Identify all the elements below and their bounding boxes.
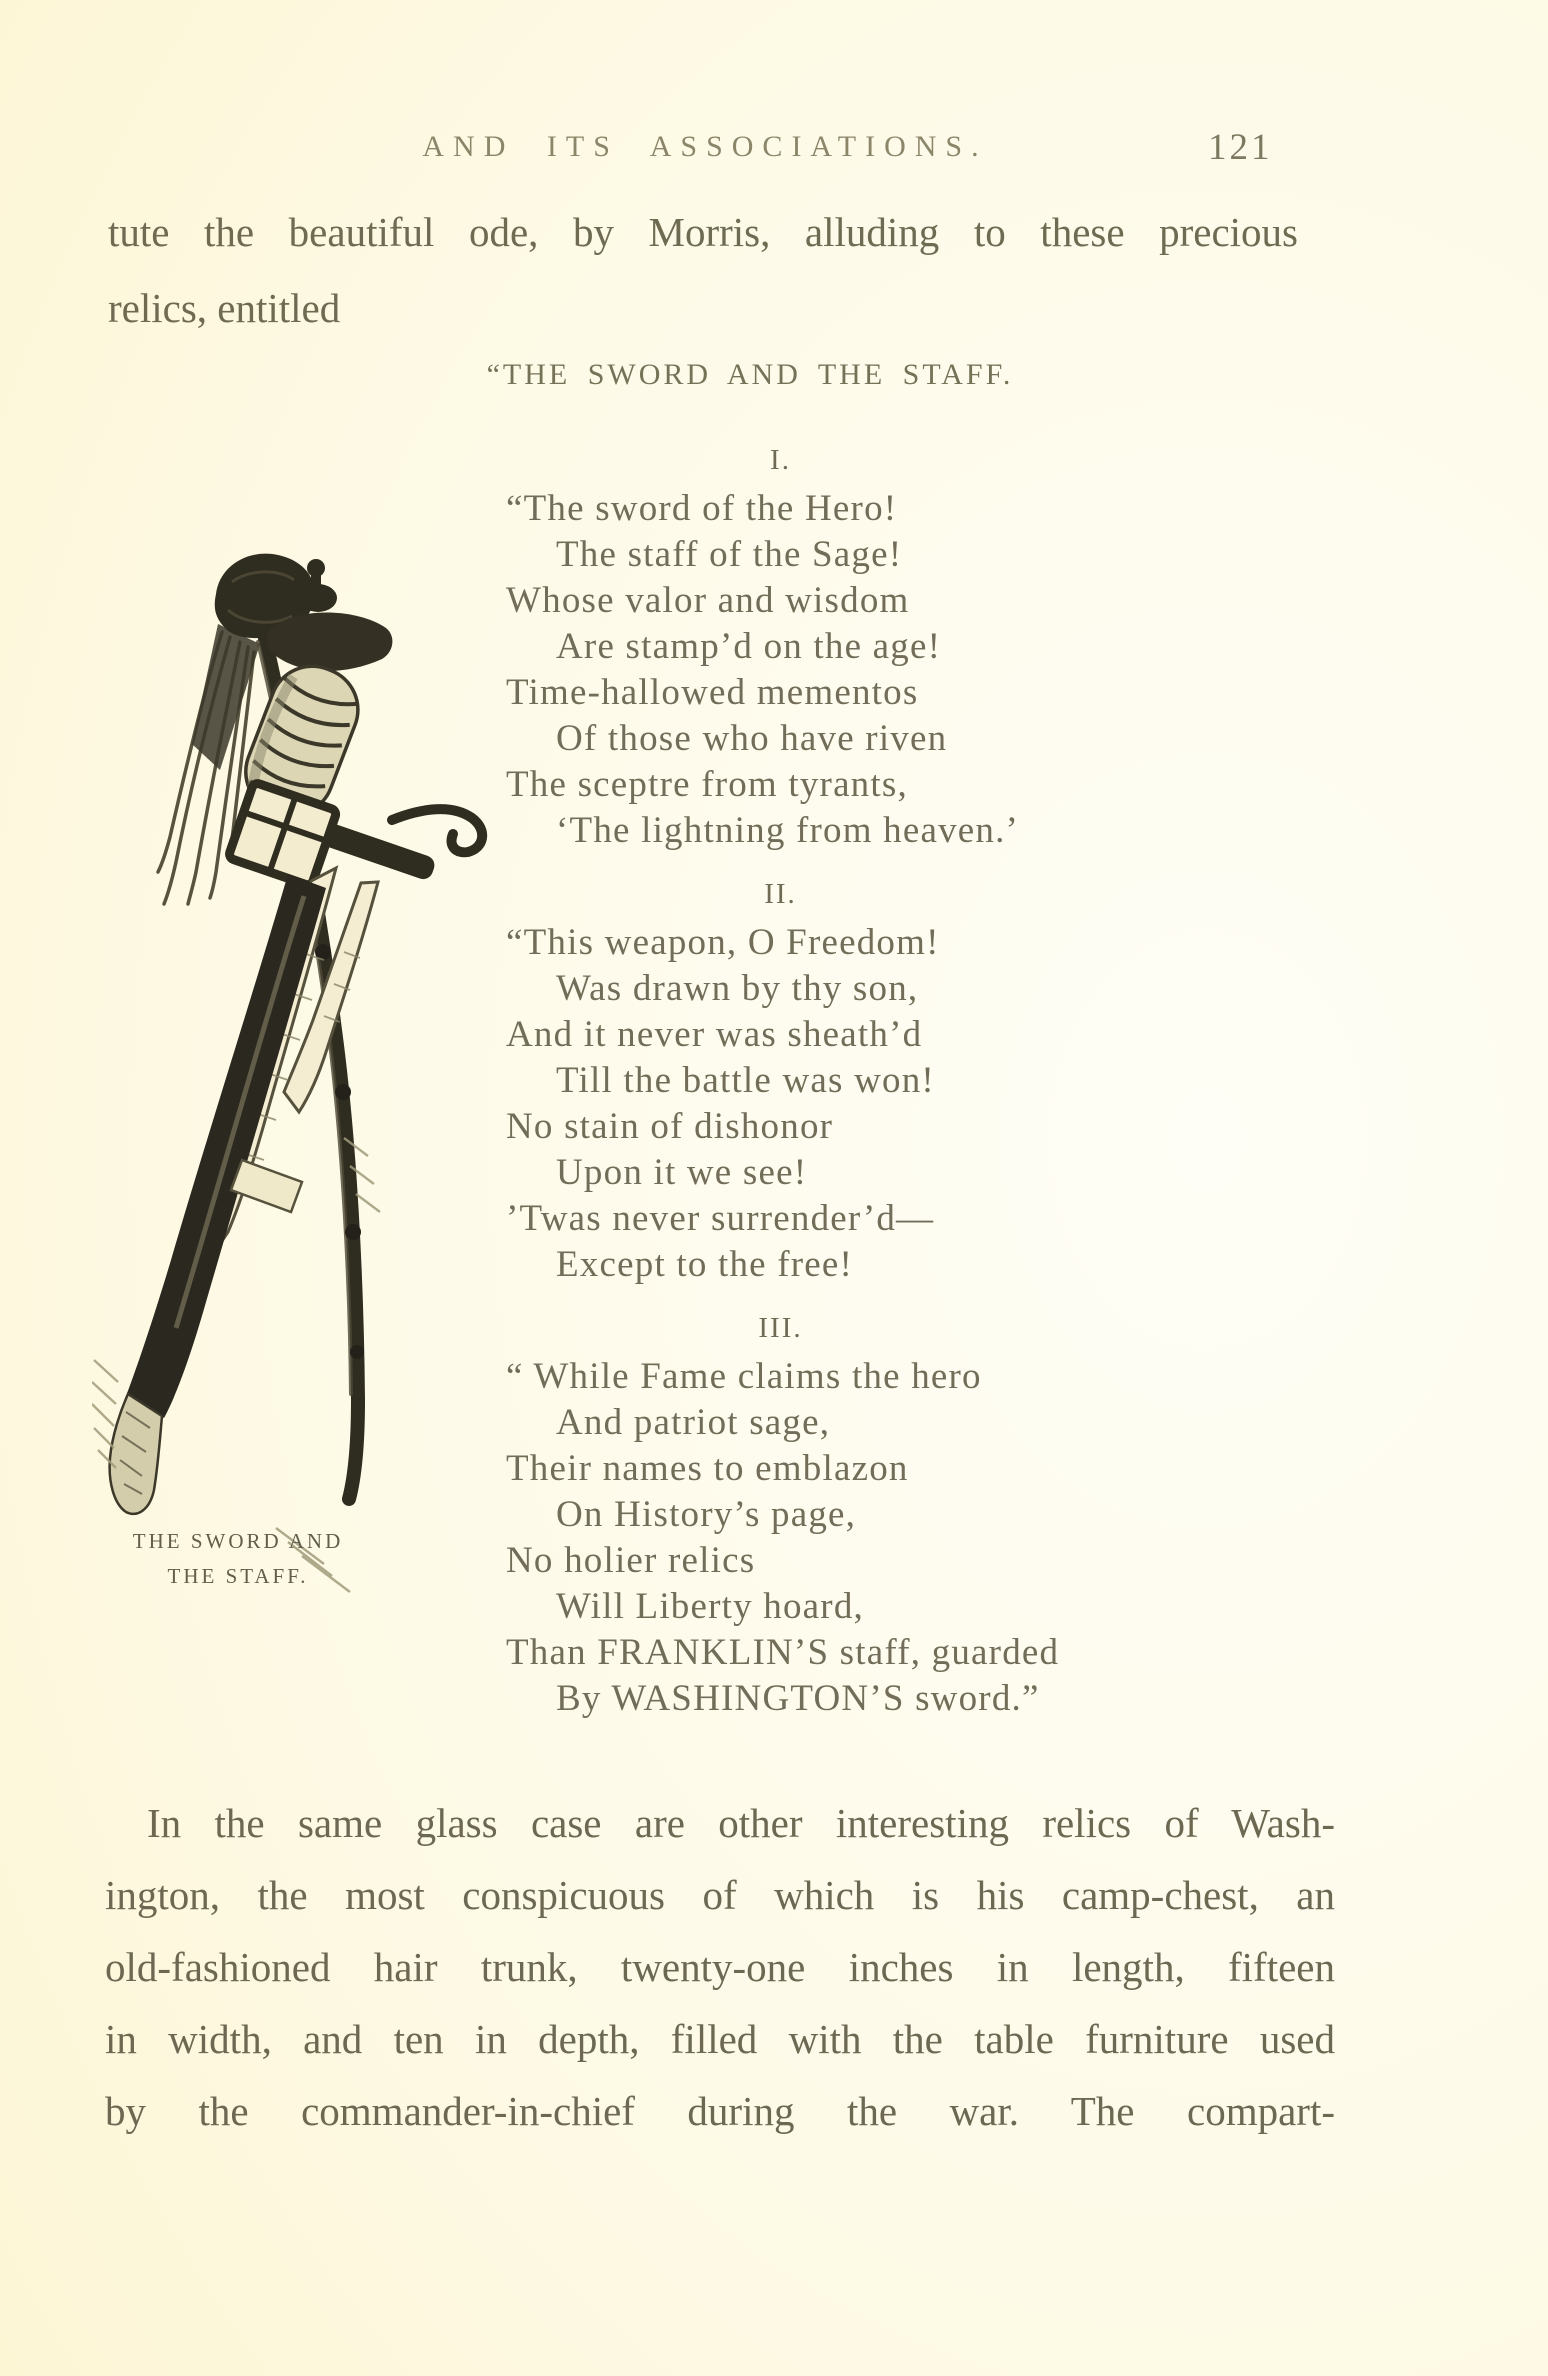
guard-hook-icon xyxy=(392,809,482,852)
closing-line: ington, the most conspicuous of which is his camp-chest, an xyxy=(105,1872,1335,1918)
scabbard-chape xyxy=(110,1394,162,1514)
poem-line: ’Twas never surrender’d— xyxy=(506,1198,935,1239)
running-head: AND ITS ASSOCIATIONS. xyxy=(422,130,988,163)
intro-line: relics, entitled xyxy=(108,285,341,331)
closing-line: In the same glass case are other interesting relics of Wash- xyxy=(147,1800,1335,1846)
poem-line: Was drawn by thy son, xyxy=(556,968,919,1009)
scabbard xyxy=(126,874,326,1418)
poem-line: No holier relics xyxy=(506,1540,756,1581)
sword-and-staff-illustration xyxy=(92,532,504,1602)
poem-line: And patriot sage, xyxy=(556,1402,831,1443)
poem-line: Their names to emblazon xyxy=(506,1448,909,1489)
closing-line: by the commander-in-chief during the war. The compart- xyxy=(105,2088,1335,2134)
scabbard-band xyxy=(231,1160,302,1212)
intro-paragraph xyxy=(108,202,1298,354)
poem-line: Than FRANKLIN’S staff, guarded xyxy=(506,1632,1060,1673)
poem-line: Except to the free! xyxy=(556,1244,854,1285)
poem-line: Time-hallowed mementos xyxy=(506,672,919,713)
poem-line: “ While Fame claims the hero xyxy=(506,1356,982,1397)
sword-hilt-cap xyxy=(267,612,393,671)
poem-line: The sceptre from tyrants, xyxy=(506,764,908,805)
poem-line: “The sword of the Hero! xyxy=(506,488,898,529)
poem xyxy=(498,440,1063,1742)
poem-line: By WASHINGTON’S sword.” xyxy=(556,1678,1040,1719)
stanza-numeral: I. xyxy=(770,444,791,476)
caption-line: THE SWORD AND xyxy=(132,1529,344,1553)
poem-line: Upon it we see! xyxy=(556,1152,808,1193)
sword-pommel xyxy=(299,584,337,612)
poem-line: No stain of dishonor xyxy=(506,1106,834,1147)
poem-line: On History’s page, xyxy=(556,1494,857,1535)
page-number: 121 xyxy=(1208,127,1273,168)
caption-line: THE STAFF. xyxy=(167,1564,309,1588)
stanza-3 xyxy=(498,1308,1063,1722)
poem-line: Are stamp’d on the age! xyxy=(556,626,942,667)
illustration-caption xyxy=(88,1524,388,1594)
poem-line: ‘The lightning from heaven.’ xyxy=(556,810,1020,851)
poem-title: “THE SWORD AND THE STAFF. xyxy=(486,358,1014,391)
closing-line: old-fashioned hair trunk, twenty-one inches in length, fifteen xyxy=(105,1944,1335,1990)
intro-line: tute the beautiful ode, by Morris, alluding to these precious xyxy=(108,209,1298,255)
poem-line: Till the battle was won! xyxy=(556,1060,935,1101)
closing-line: in width, and ten in depth, filled with the table furniture used xyxy=(105,2016,1335,2062)
poem-line: Of those who have riven xyxy=(556,718,948,759)
scabbard xyxy=(176,896,304,1328)
stanza-2 xyxy=(498,874,1063,1288)
stanza-numeral: II. xyxy=(764,878,797,910)
poem-line: Will Liberty hoard, xyxy=(556,1586,864,1627)
poem-line: Whose valor and wisdom xyxy=(506,580,910,621)
stanza-numeral: III. xyxy=(758,1312,803,1344)
stanza-1 xyxy=(498,440,1063,854)
poem-line: The staff of the Sage! xyxy=(556,534,903,575)
poem-line: And it never was sheath’d xyxy=(506,1014,923,1055)
closing-paragraph xyxy=(105,1794,1335,2154)
poem-line: “This weapon, O Freedom! xyxy=(506,922,940,963)
